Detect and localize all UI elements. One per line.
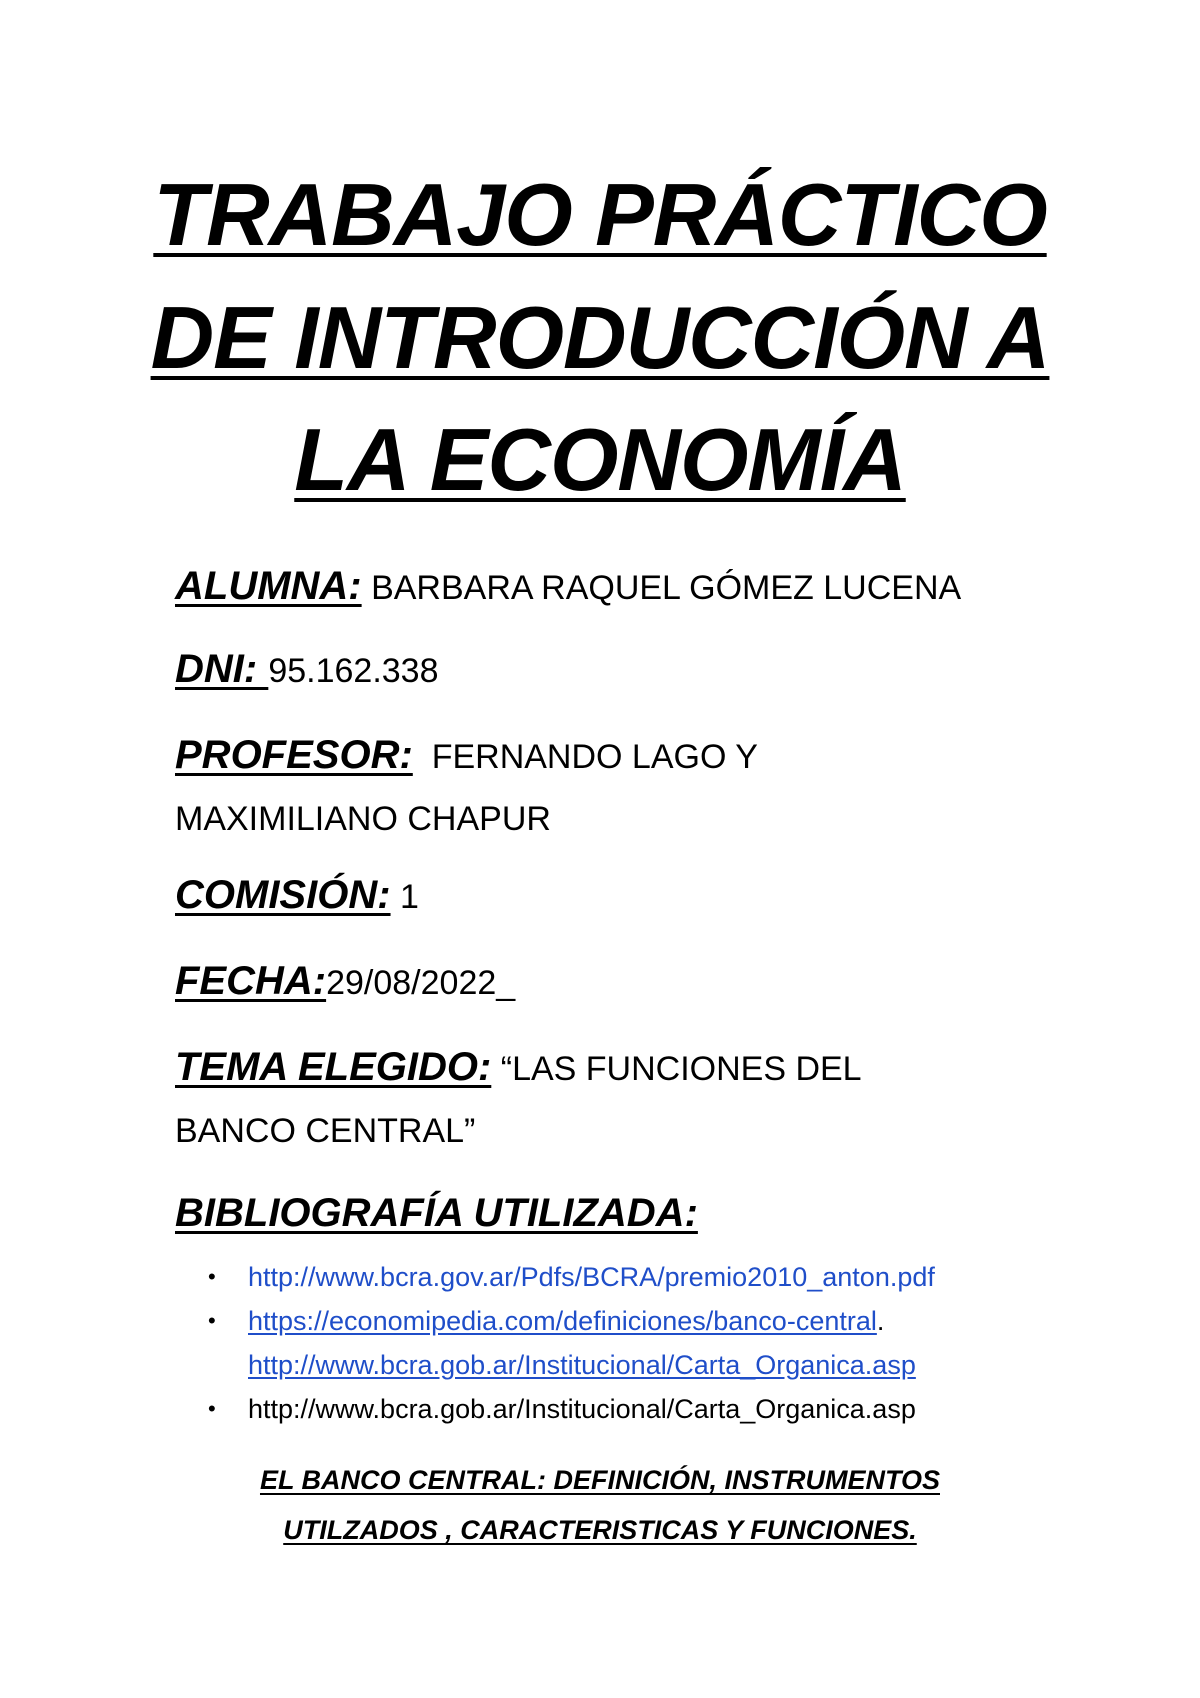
bibliography-link-2b[interactable]: http://www.bcra.gob.ar/Institucional/Carta_Organica.asp (248, 1350, 916, 1380)
bibliografia-heading (175, 1182, 1075, 1246)
profesor-field (175, 724, 1075, 850)
list-item (200, 1387, 1100, 1431)
tema-field (175, 1036, 1075, 1162)
profesor-label: PROFESOR: (175, 733, 413, 777)
subtitle-line-1: EL BANCO CENTRAL: DEFINICIÓN, INSTRUMENTOS (259, 1465, 940, 1495)
title-line-1: TRABAJO PRÁCTICO (153, 165, 1047, 264)
comision-field (175, 864, 1075, 928)
bibliografia-label: BIBLIOGRAFÍA UTILIZADA: (175, 1191, 698, 1235)
tema-label: TEMA ELEGIDO: (175, 1045, 492, 1089)
bullet-icon: • (208, 1308, 216, 1333)
alumna-value: BARBARA RAQUEL GÓMEZ LUCENA (361, 569, 962, 607)
bibliography-link-2[interactable]: https://economipedia.com/definiciones/banco-central (248, 1306, 877, 1336)
dni-field (175, 638, 1075, 702)
comision-label: COMISIÓN: (175, 873, 391, 917)
profesor-value-line-2: MAXIMILIANO CHAPUR (175, 800, 551, 838)
fecha-label: FECHA: (175, 959, 327, 1003)
alumna-label: ALUMNA: (175, 564, 362, 608)
alumna-field (175, 555, 1075, 619)
section-subtitle (0, 1455, 1200, 1555)
bullet-icon: • (208, 1264, 216, 1289)
tema-value-line-1: “LAS FUNCIONES DEL (491, 1050, 862, 1088)
fecha-value: 29/08/2022_ (326, 964, 516, 1002)
bibliography-link-1[interactable]: http://www.bcra.gov.ar/Pdfs/BCRA/premio2010_anton.pdf (248, 1262, 935, 1292)
title-line-3: LA ECONOMÍA (294, 410, 906, 509)
comision-value: 1 (390, 878, 419, 916)
dni-label: DNI: (175, 647, 269, 691)
subtitle-line-2: UTILZADOS , CARACTERISTICAS Y FUNCIONES. (283, 1515, 917, 1545)
fecha-field (175, 950, 1075, 1014)
tema-value-line-2: BANCO CENTRAL” (175, 1112, 476, 1150)
list-item (200, 1255, 1100, 1299)
bibliography-dot: . (876, 1306, 885, 1336)
profesor-value-line-1: FERNANDO LAGO Y (412, 738, 758, 776)
title-line-2: DE INTRODUCCIÓN A (150, 288, 1050, 387)
bullet-icon: • (208, 1396, 216, 1421)
bibliography-text-3: http://www.bcra.gob.ar/Institucional/Carta_Organica.asp (248, 1394, 916, 1424)
list-item (200, 1299, 1100, 1387)
dni-value: 95.162.338 (268, 652, 439, 690)
bibliography-list (200, 1255, 1100, 1431)
